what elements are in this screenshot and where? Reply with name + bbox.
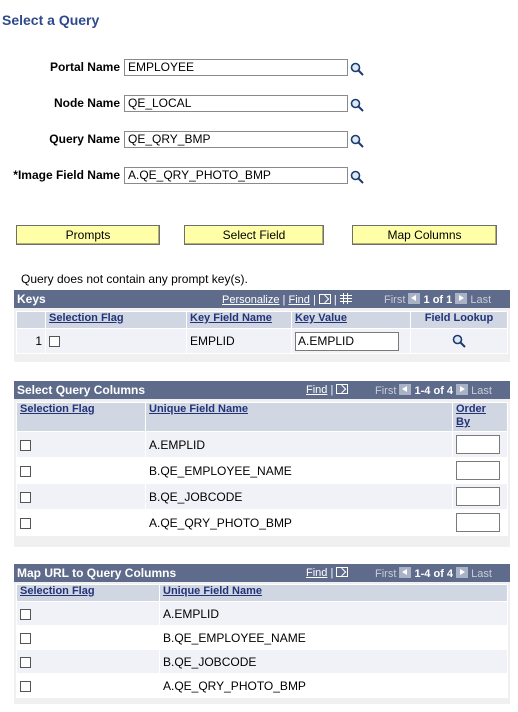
selection-flag-checkbox[interactable]: [20, 609, 31, 620]
keys-prev-arrow-icon[interactable]: [408, 293, 420, 304]
page-title: Select a Query: [2, 12, 100, 28]
map-url-last-link[interactable]: Last: [471, 568, 492, 580]
select-field-button[interactable]: Select Field: [184, 225, 324, 245]
key-value-input[interactable]: A.EMPLID: [295, 332, 399, 351]
keys-grid-title: Keys: [17, 292, 46, 306]
unique-field-name: B.QE_JOBCODE: [160, 650, 508, 674]
map-url-prev-arrow-icon[interactable]: [399, 567, 411, 578]
table-row: [17, 329, 508, 354]
unique-field-name: B.QE_JOBCODE: [146, 484, 453, 510]
selection-flag-checkbox[interactable]: [20, 518, 31, 529]
query-columns-prev-arrow-icon[interactable]: [399, 384, 411, 395]
keys-last-link[interactable]: Last: [470, 294, 492, 306]
query-columns-next-arrow-icon[interactable]: [456, 384, 468, 395]
col-key-value[interactable]: Key Value: [292, 312, 411, 329]
map-url-find-link[interactable]: Find: [306, 567, 328, 579]
map-url-range: 1-4 of 4: [414, 568, 454, 580]
keys-next-arrow-icon[interactable]: [455, 293, 467, 304]
col-selection-flag[interactable]: Selection Flag: [17, 403, 146, 432]
unique-field-name: A.QE_QRY_PHOTO_BMP: [160, 674, 508, 698]
selection-flag-checkbox[interactable]: [20, 492, 31, 503]
table-row: [17, 674, 508, 698]
col-selection-flag[interactable]: Selection Flag: [46, 312, 187, 329]
view-all-icon[interactable]: [319, 294, 331, 304]
query-columns-grid: [14, 381, 510, 547]
table-row: [17, 432, 508, 458]
query-columns-range: 1-4 of 4: [414, 385, 454, 397]
key-field-name: EMPLID: [187, 329, 292, 354]
selection-flag-checkbox[interactable]: [20, 633, 31, 644]
row-number: 1: [17, 329, 46, 354]
query-columns-title: Select Query Columns: [17, 383, 146, 397]
col-selection-flag[interactable]: Selection Flag: [17, 585, 160, 602]
query-columns-header: Select Query Columns Find | First 1-4 of 4 Last: [14, 381, 510, 399]
personalize-link[interactable]: Personalize: [222, 294, 280, 306]
order-by-input[interactable]: [456, 487, 500, 506]
field-lookup-icon[interactable]: [452, 334, 466, 348]
image-field-input[interactable]: A.QE_QRY_PHOTO_BMP: [124, 167, 348, 184]
prompts-button[interactable]: Prompts: [16, 225, 160, 245]
node-lookup-icon[interactable]: [350, 98, 364, 112]
map-url-table: [16, 584, 508, 698]
selection-flag-checkbox[interactable]: [49, 336, 60, 347]
portal-lookup-icon[interactable]: [350, 62, 364, 76]
download-spreadsheet-icon[interactable]: [340, 293, 352, 304]
keys-first-link[interactable]: First: [384, 294, 406, 306]
order-by-input[interactable]: [456, 435, 500, 454]
keys-grid-header: Keys Personalize | Find | | First 1 of 1 Last: [14, 290, 510, 308]
map-url-title: Map URL to Query Columns: [17, 566, 177, 580]
order-by-input[interactable]: [456, 461, 500, 480]
unique-field-name: A.EMPLID: [160, 602, 508, 626]
col-field-lookup: Field Lookup: [411, 312, 508, 329]
table-row: [17, 602, 508, 626]
table-row: [17, 458, 508, 484]
unique-field-name: B.QE_EMPLOYEE_NAME: [160, 626, 508, 650]
selection-flag-checkbox[interactable]: [20, 681, 31, 692]
map-url-view-all-icon[interactable]: [336, 567, 348, 577]
query-name-input[interactable]: QE_QRY_BMP: [124, 131, 348, 148]
unique-field-name: A.QE_QRY_PHOTO_BMP: [146, 510, 453, 536]
node-name-label: Node Name: [53, 96, 120, 110]
portal-name-label: Portal Name: [49, 60, 120, 74]
map-url-first-link[interactable]: First: [375, 568, 397, 580]
keys-grid: [14, 290, 510, 362]
selection-flag-checkbox[interactable]: [20, 440, 31, 451]
query-name-label: Query Name: [49, 132, 120, 146]
image-field-label: *Image Field Name: [13, 168, 120, 182]
prompt-message: Query does not contain any prompt key(s).: [21, 272, 248, 286]
map-columns-button[interactable]: Map Columns: [352, 225, 497, 245]
keys-find-link[interactable]: Find: [288, 294, 310, 306]
selection-flag-checkbox[interactable]: [20, 657, 31, 668]
query-columns-last-link[interactable]: Last: [471, 385, 492, 397]
map-url-header: Map URL to Query Columns Find | First 1-4 of 4 Last: [14, 564, 510, 582]
table-row: [17, 484, 508, 510]
table-row: [17, 626, 508, 650]
query-columns-first-link[interactable]: First: [375, 385, 397, 397]
query-columns-table: [16, 402, 508, 536]
query-columns-view-all-icon[interactable]: [336, 384, 348, 394]
image-field-lookup-icon[interactable]: [350, 170, 364, 184]
map-url-grid: [14, 564, 510, 704]
node-name-input[interactable]: QE_LOCAL: [124, 95, 348, 112]
unique-field-name: B.QE_EMPLOYEE_NAME: [146, 458, 453, 484]
selection-flag-checkbox[interactable]: [20, 466, 31, 477]
unique-field-name: A.EMPLID: [146, 432, 453, 458]
portal-name-input[interactable]: EMPLOYEE: [124, 59, 348, 76]
col-key-field-name[interactable]: Key Field Name: [187, 312, 292, 329]
query-columns-find-link[interactable]: Find: [306, 384, 328, 396]
table-row: [17, 650, 508, 674]
map-url-next-arrow-icon[interactable]: [456, 567, 468, 578]
keys-table: [16, 311, 508, 354]
col-order-by[interactable]: Order By: [453, 403, 508, 432]
col-unique-field-name[interactable]: Unique Field Name: [160, 585, 508, 602]
keys-range: 1 of 1: [423, 294, 453, 306]
order-by-input[interactable]: [456, 513, 500, 532]
table-row: [17, 510, 508, 536]
query-lookup-icon[interactable]: [350, 134, 364, 148]
col-unique-field-name[interactable]: Unique Field Name: [146, 403, 453, 432]
